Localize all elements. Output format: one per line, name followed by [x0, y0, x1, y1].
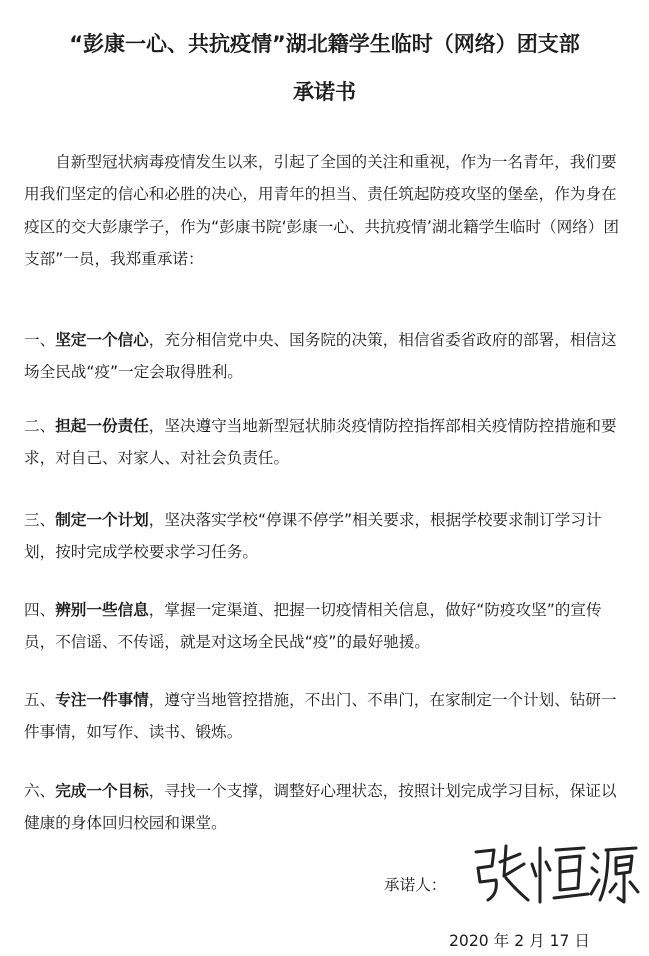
- document-subtitle: 承诺书: [293, 80, 356, 104]
- pledge-item-2: [24, 410, 630, 475]
- document-title: “彭康一心、共抗疫情”湖北籍学生临时（网络）团支部: [69, 32, 580, 56]
- pledge-item-4-heading: 辨别一些信息: [55, 601, 149, 619]
- pledge-item-5: [24, 684, 630, 749]
- pledge-item-6-body: ，寻找一个支撑，调整好心理状态，按照计划完成学习目标，保证以健康的身体回归校园和课堂。: [24, 782, 617, 833]
- pledge-item-6-heading: 完成一个目标: [55, 782, 149, 800]
- pledge-item-3: [24, 504, 630, 569]
- pledge-item-6-prefix: 六、: [24, 782, 56, 800]
- pledge-item-2-prefix: 二、: [24, 417, 56, 435]
- pledge-item-2-heading: 担起一份责任: [55, 417, 149, 435]
- pledge-item-1: [24, 324, 630, 389]
- signature-label: 承诺人：: [384, 876, 447, 894]
- pledge-item-6: [24, 775, 630, 840]
- pledge-item-4: [24, 594, 630, 659]
- document-date: 2020 年 2 月 17 日: [449, 932, 591, 950]
- pledge-item-1-prefix: 一、: [24, 331, 56, 349]
- handwritten-signature: [470, 842, 640, 906]
- pledge-item-4-prefix: 四、: [24, 601, 56, 619]
- pledge-item-1-heading: 坚定一个信心: [55, 331, 149, 349]
- pledge-item-3-prefix: 三、: [24, 511, 56, 529]
- pledge-item-1-body: ，充分相信党中央、国务院的决策，相信省委省政府的部署，相信这场全民战“疫”一定会取得胜利。: [24, 331, 617, 382]
- pledge-item-4-body: ，掌握一定渠道、把握一切疫情相关信息，做好“防疫攻坚”的宣传员，不信谣、不传谣，就是对这场全民战“疫”的最好驰援。: [24, 601, 602, 652]
- pledge-item-5-prefix: 五、: [24, 691, 56, 709]
- pledge-item-2-body: ，坚决遵守当地新型冠状肺炎疫情防控指挥部相关疫情防控措施和要求，对自己、对家人、对社会负责任。: [24, 417, 617, 468]
- pledge-item-3-body: ，坚决落实学校“停课不停学”相关要求，根据学校要求制订学习计划，按时完成学校要求学习任务。: [24, 511, 602, 562]
- pledge-item-5-heading: 专注一件事情: [55, 691, 149, 709]
- pledge-item-5-body: ，遵守当地管控措施，不出门、不串门，在家制定一个计划、钻研一件事情，如写作、读书、锻炼。: [24, 691, 617, 742]
- pledge-item-3-heading: 制定一个计划: [55, 511, 149, 529]
- intro-paragraph: 自新型冠状病毒疫情发生以来，引起了全国的关注和重视，作为一名青年，我们要用我们坚定的信心和必胜的决心，用青年的担当、责任筑起防疫攻坚的堡垒，作为身在疫区的交大彭康学子，作为“彭康书院‘彭康一心、共抗疫情’湖北籍学生临时（网络）团支部”一员，我郑重承诺：: [24, 153, 619, 268]
